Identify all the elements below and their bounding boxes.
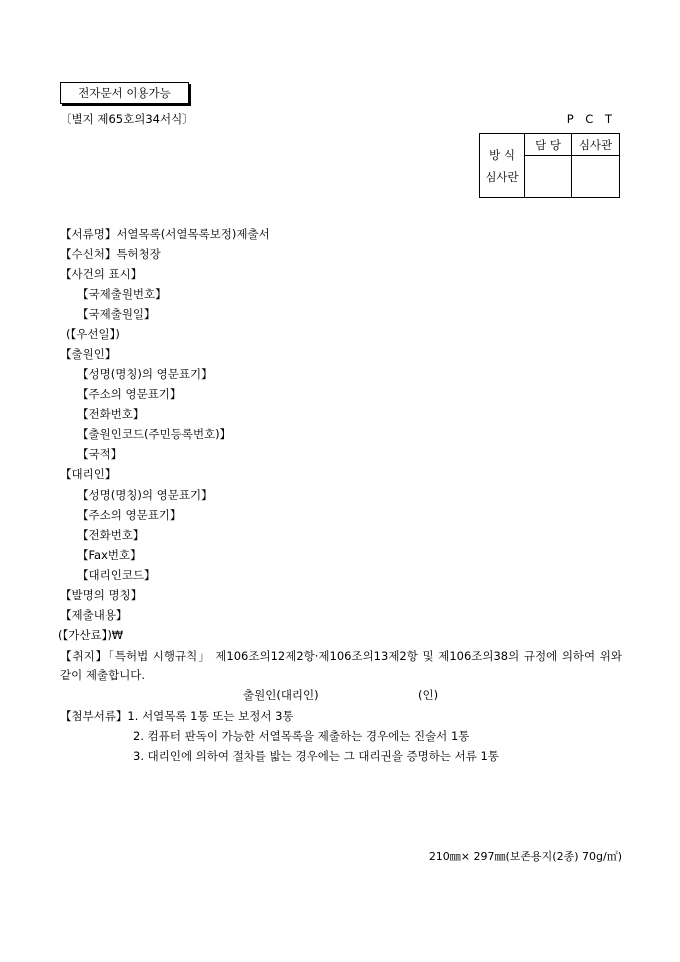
examiner-stamp-box [479,133,620,198]
examiner-header: 심사관 [572,134,620,156]
applicant-code-field: 【출원인코드(주민등록번호)】 [77,427,232,441]
officer-signature-cell [525,156,572,198]
purpose-statement: 【취지】「특허법 시행규칙」 제106조의12제2항·제106조의13제2항 및 제106조의38의 규정에 의하여 위와 같이 제출합니다. [60,649,622,682]
examiner-signature-cell [572,156,620,198]
agent-field: 【대리인】 [60,467,117,481]
intl-application-number-field: 【국제출원번호】 [77,287,167,301]
attachments-item-2: 2. 컴퓨터 판독이 가능한 서열목록을 제출하는 경우에는 진술서 1통 [133,729,470,743]
form-number: 〔별지 제65호의34서식〕 [60,112,194,126]
recipient-field: 【수신처】특허청장 [60,247,161,261]
applicant-phone-field: 【전화번호】 [77,407,145,421]
intl-application-date-field: 【국제출원일】 [77,307,156,321]
pct-label: P C T [566,112,616,126]
officer-header: 담 당 [525,134,572,156]
attachments-item-3: 3. 대리인에 의하여 절차를 밟는 경우에는 그 대리권을 증명하는 서류 1통 [133,749,499,763]
applicant-nationality-field: 【국적】 [77,447,123,461]
applicant-address-english-field: 【주소의 영문표기】 [77,387,182,401]
agent-address-english-field: 【주소의 영문표기】 [77,508,182,522]
review-label-line-2: 심사란 [485,169,519,184]
badge-text: 전자문서 이용가능 [78,86,171,100]
priority-date-field: (【우선일】) [66,327,120,341]
surcharge-field: (【가산료】)₩ [58,628,124,642]
submission-content-field: 【제출내용】 [60,608,128,622]
agent-phone-field: 【전화번호】 [77,528,145,542]
agent-code-field: 【대리인코드】 [77,568,156,582]
document-name-field: 【서류명】서열목록(서열목록보정)제출서 [60,227,270,241]
attachments-item-1: 【첨부서류】1. 서열목록 1통 또는 보정서 3통 [60,709,294,723]
review-label-cell [480,134,525,198]
agent-name-english-field: 【성명(명칭)의 영문표기】 [77,488,213,502]
paper-spec: 210㎜× 297㎜(보존용지(2종) 70g/㎡) [428,850,622,863]
applicant-field: 【출원인】 [60,347,117,361]
signer-label: 출원인(대리인) [243,688,319,702]
invention-title-field: 【발명의 명칭】 [60,588,143,602]
seal-mark: (인) [418,688,439,702]
applicant-name-english-field: 【성명(명칭)의 영문표기】 [77,367,213,381]
agent-fax-field: 【Fax번호】 [77,548,142,562]
review-label-line-1: 방 식 [489,147,515,162]
electronic-document-badge [60,82,189,104]
case-indication-field: 【사건의 표시】 [60,267,143,281]
